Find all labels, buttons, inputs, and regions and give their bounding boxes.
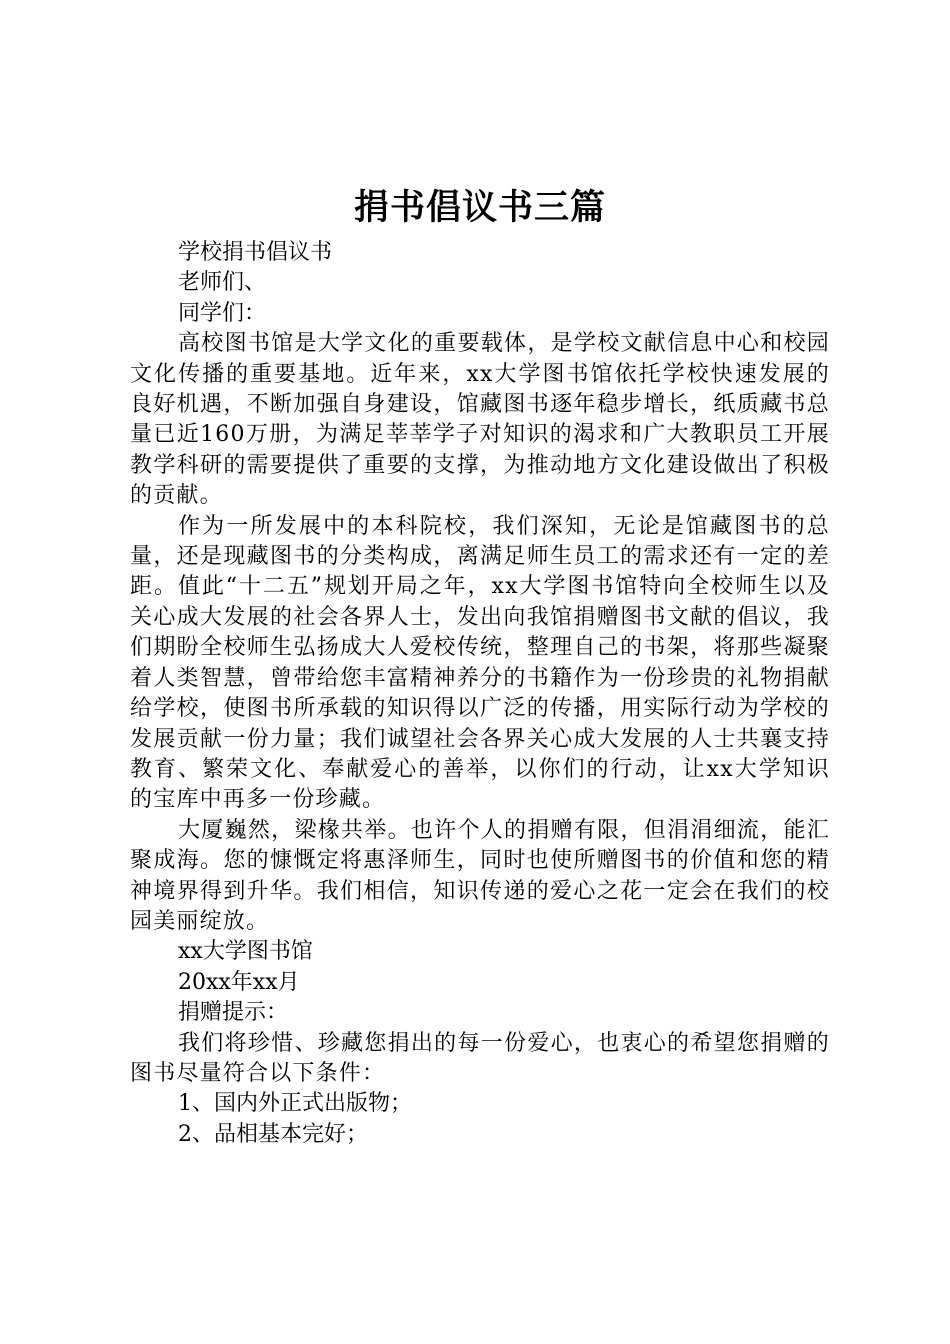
document-title: 捐书倡议书三篇 [353, 187, 606, 228]
condition-item: 1、国内外正式出版物； [178, 1091, 412, 1117]
signature: xx大学图书馆 [178, 939, 313, 965]
tips-heading: 捐赠提示： [178, 1000, 289, 1026]
body-paragraph-3: 大厦巍然，梁椽共举。也许个人的捐赠有限，但涓涓细流，能汇聚成海。您的慷慨定将惠泽师生，同时也使所赠图书的价值和您的精神境界得到升华。我们相信，知识传递的爱心之花一定会在我们的校园美丽绽放。 [130, 817, 830, 934]
body-paragraph-1: 高校图书馆是大学文化的重要载体，是学校文献信息中心和校园文化传播的重要基地。近年来，xx大学图书馆依托学校快速发展的良好机遇，不断加强自身建设，馆藏图书逐年稳步增长，纸质藏书总量已近160万册，为满足莘莘学子对知识的渴求和广大教职员工开展教学科研的需要提供了重要的支撑，为推动地方文化建设做出了积极的贡献。 [130, 331, 830, 509]
document-subtitle: 学校捐书倡议书 [178, 240, 333, 265]
salutation-teachers: 老师们、 [178, 270, 267, 296]
document-page [130, 183, 830, 1150]
salutation-students: 同学们： [178, 300, 267, 326]
date: 20xx年xx月 [178, 969, 300, 995]
condition-item: 2、品相基本完好； [178, 1121, 368, 1147]
tips-intro: 我们将珍惜、珍藏您捐出的每一份爱心，也衷心的希望您捐赠的图书尽量符合以下条件： [130, 1030, 830, 1086]
body-paragraph-2: 作为一所发展中的本科院校，我们深知，无论是馆藏图书的总量，还是现藏图书的分类构成，离满足师生员工的需求还有一定的差距。值此“十二五”规划开局之年，xx大学图书馆特向全校师生以及关心成大发展的社会各界人士，发出向我馆捐赠图书文献的倡议，我们期盼全校师生弘扬成大人爱校传统，整理自己的书架，将那些凝聚着人类智慧，曾带给您丰富精神养分的书籍作为一份珍贵的礼物捐献给学校，使图书所承载的知识得以广泛的传播，用实际行动为学校的发展贡献一份力量；我们诚望社会各界关心成大发展的人士共襄支持教育、繁荣文化、奉献爱心的善举，以你们的行动，让xx大学知识的宝库中再多一份珍藏。 [130, 513, 830, 813]
